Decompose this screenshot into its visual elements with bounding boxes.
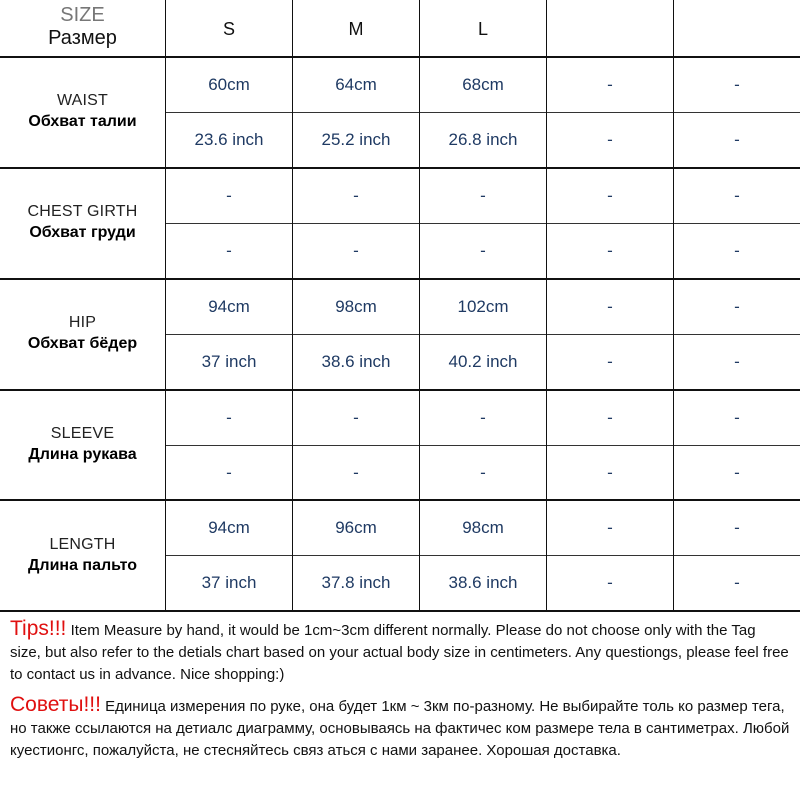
grid-line (0, 389, 800, 391)
tips-en-label: Tips!!! (10, 617, 67, 640)
row-label-waist (0, 92, 165, 131)
grid-line (166, 334, 800, 335)
row-label-en: CHEST GIRTH (27, 203, 138, 220)
table-cell: 26.8 inch (448, 130, 518, 149)
table-cell: - (480, 241, 486, 260)
table-cell: - (607, 75, 613, 94)
row-label-sleeve (0, 425, 165, 464)
table-cell: - (353, 408, 359, 427)
row-label-chest (0, 203, 165, 242)
table-cell: - (734, 186, 740, 205)
table-cell: 94cm (208, 518, 250, 537)
row-label-en: HIP (68, 314, 97, 331)
table-cell: - (607, 408, 613, 427)
table-cell: 96cm (335, 518, 377, 537)
size-header-ru: Размер (48, 27, 117, 49)
grid-line (0, 278, 800, 280)
table-cell: - (480, 463, 486, 482)
table-cell: - (480, 408, 486, 427)
table-cell: 25.2 inch (321, 130, 391, 149)
row-label-ru: Обхват груди (29, 224, 136, 241)
table-cell: 37.8 inch (321, 573, 391, 592)
table-cell: 98cm (462, 518, 504, 537)
tips-ru-block (10, 694, 790, 762)
table-cell: 94cm (208, 297, 250, 316)
table-cell: - (353, 241, 359, 260)
grid-line (0, 167, 800, 169)
table-cell: 102cm (457, 297, 509, 316)
size-col-5 (674, 0, 800, 58)
row-label-hip (0, 314, 165, 353)
tips-ru-text: Единица измерения по руке, она будет 1км ~ 3км по-разному. Не выбирайте толь ко размер тега, но также ссылаются на детиалс диаграмму, основываясь на фактичес ком размере тела в сантиметрах. Любой куестионгс, пожалуйста, не стесняйтесь связ аться с нами заранее. Хорошая доставка. (10, 698, 790, 759)
grid-line (292, 0, 293, 612)
grid-line (546, 0, 547, 612)
table-cell: - (607, 130, 613, 149)
table-cell: - (734, 463, 740, 482)
table-cell: - (607, 352, 613, 371)
grid-line (419, 0, 420, 612)
size-col-l: L (477, 18, 488, 39)
table-cell: - (226, 408, 232, 427)
table-cell: - (607, 186, 613, 205)
row-label-en: WAIST (56, 92, 109, 109)
row-label-en: LENGTH (49, 536, 116, 553)
table-cell: - (607, 573, 613, 592)
row-label-en: SLEEVE (50, 425, 115, 442)
grid-line (673, 0, 674, 612)
table-cell: - (734, 241, 740, 260)
tips-ru-label: Советы!!! (10, 693, 101, 716)
table-cell: - (734, 408, 740, 427)
table-cell: - (226, 463, 232, 482)
table-cell: - (353, 463, 359, 482)
row-label-ru: Длина пальто (28, 557, 137, 574)
row-label-ru: Обхват талии (28, 113, 137, 130)
table-cell: 64cm (335, 75, 377, 94)
grid-line (0, 56, 800, 58)
table-cell: - (734, 352, 740, 371)
size-header-label (0, 4, 165, 56)
tips-en-block (10, 618, 790, 686)
table-cell: 68cm (462, 75, 504, 94)
size-col-4 (547, 0, 673, 58)
table-cell: - (607, 463, 613, 482)
table-cell: - (226, 241, 232, 260)
size-col-m: M (348, 18, 364, 39)
table-cell: 60cm (208, 75, 250, 94)
size-header-en: SIZE (60, 4, 105, 26)
grid-line (0, 499, 800, 501)
table-cell: 23.6 inch (194, 130, 264, 149)
row-label-ru: Обхват бёдер (27, 335, 138, 352)
row-label-ru: Длина рукава (28, 446, 137, 463)
table-cell: - (607, 518, 613, 537)
table-cell: - (480, 186, 486, 205)
table-cell: 37 inch (201, 352, 257, 371)
table-cell: 38.6 inch (448, 573, 518, 592)
table-cell: - (353, 186, 359, 205)
table-cell: - (226, 186, 232, 205)
table-cell: 40.2 inch (448, 352, 518, 371)
table-cell: - (607, 241, 613, 260)
table-cell: 37 inch (201, 573, 257, 592)
grid-line (166, 112, 800, 113)
table-cell: - (734, 573, 740, 592)
grid-line (165, 0, 166, 612)
table-cell: - (734, 130, 740, 149)
size-col-s: S (222, 18, 235, 39)
row-label-length (0, 536, 165, 575)
table-cell: - (734, 75, 740, 94)
grid-line (166, 445, 800, 446)
grid-line (166, 223, 800, 224)
table-cell: - (734, 297, 740, 316)
grid-line (166, 555, 800, 556)
tips-en-text: Item Measure by hand, it would be 1cm~3cm different normally. Please do not choose only with the Tag size, but also refer to the detials chart based on your actual body size in centimeters. Any questiongs, please feel free to contact us in advance. Nice shopping:) (10, 622, 789, 683)
table-cell: 38.6 inch (321, 352, 391, 371)
tips-section (0, 612, 800, 800)
table-cell: - (607, 297, 613, 316)
table-cell: - (734, 518, 740, 537)
table-cell: 98cm (335, 297, 377, 316)
